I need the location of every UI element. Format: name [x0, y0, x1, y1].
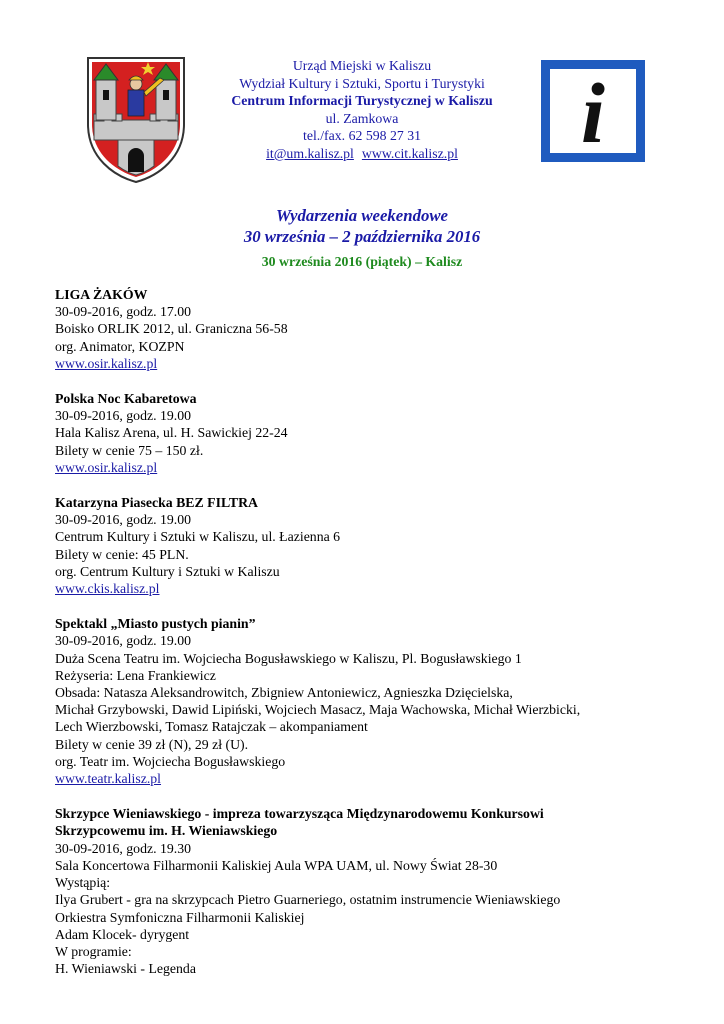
- event-item: [55, 615, 695, 787]
- event-item: [55, 286, 695, 372]
- event-link[interactable]: www.osir.kalisz.pl: [55, 355, 158, 371]
- kalisz-coat-of-arms: [84, 54, 188, 184]
- tourist-info-icon: [541, 60, 645, 162]
- event-title: Katarzyna Piasecka BEZ FILTRA: [55, 495, 259, 511]
- info-glyph: i: [581, 65, 605, 161]
- event-venue: Boisko ORLIK 2012, ul. Graniczna 56-58: [55, 321, 288, 337]
- event-performer: Adam Klocek- dyrygent: [55, 926, 190, 942]
- event-link[interactable]: www.ckis.kalisz.pl: [55, 581, 160, 597]
- email-link[interactable]: it@um.kalisz.pl: [266, 145, 354, 161]
- page-title-line1: Wydarzenia weekendowe: [276, 206, 448, 225]
- event-organizer: org. Centrum Kultury i Sztuki w Kaliszu: [55, 563, 280, 579]
- event-item: [55, 805, 695, 977]
- event-cast: Michał Grzybowski, Dawid Lipiński, Wojciech Masacz, Maja Wachowska, Michał Wierzbicki,: [55, 702, 581, 718]
- event-title: Spektakl „Miasto pustych pianin”: [55, 616, 256, 632]
- event-venue: Hala Kalisz Arena, ul. H. Sawickiej 22-24: [55, 425, 288, 441]
- event-datetime: 30-09-2016, godz. 19.00: [55, 633, 192, 649]
- event-cast: Lech Wierzbowski, Tomasz Ratajczak – akompaniament: [55, 719, 368, 735]
- event-performers-label: Wystąpią:: [55, 875, 111, 891]
- event-item: [55, 494, 695, 597]
- event-performer: Ilya Grubert - gra na skrzypcach Pietro Guarneriego, ostatnim instrumencie Wieniawskiego: [55, 892, 561, 908]
- event-program-label: W programie:: [55, 943, 132, 959]
- event-title: LIGA ŻAKÓW: [55, 287, 148, 302]
- page-title-line2: 30 września – 2 października 2016: [243, 227, 481, 246]
- event-venue: Duża Scena Teatru im. Wojciecha Bogusławskiego w Kaliszu, Pl. Bogusławskiego 1: [55, 650, 522, 666]
- event-title: Skrzypce Wieniawskiego - impreza towarzysząca Międzynarodowemu Konkursowi: [55, 806, 544, 822]
- header-phone: tel./fax. 62 598 27 31: [302, 128, 422, 144]
- event-organizer: org. Teatr im. Wojciecha Bogusławskiego: [55, 753, 286, 769]
- event-link[interactable]: www.osir.kalisz.pl: [55, 459, 158, 475]
- event-price: Bilety w cenie 39 zł (N), 29 zł (U).: [55, 736, 249, 752]
- day-header: 30 września 2016 (piątek) – Kalisz: [261, 254, 463, 269]
- event-organizer: org. Animator, KOZPN: [55, 338, 185, 354]
- event-program-item: H. Wieniawski - Legenda: [55, 961, 196, 977]
- event-datetime: 30-09-2016, godz. 19.00: [55, 408, 192, 424]
- header-center-name: Centrum Informacji Turystycznej w Kaliszu: [231, 93, 493, 109]
- header-office: Urząd Miejski w Kaliszu: [292, 58, 432, 73]
- event-datetime: 30-09-2016, godz. 17.00: [55, 304, 192, 320]
- event-price: Bilety w cenie 75 – 150 zł.: [55, 442, 204, 458]
- event-datetime: 30-09-2016, godz. 19.30: [55, 840, 192, 856]
- event-venue: Sala Koncertowa Filharmonii Kaliskiej Aula WPA UAM, ul. Nowy Świat 28-30: [55, 857, 498, 873]
- event-venue: Centrum Kultury i Sztuki w Kaliszu, ul. Łazienna 6: [55, 529, 341, 545]
- header-street: ul. Zamkowa: [325, 110, 399, 126]
- event-price: Bilety w cenie: 45 PLN.: [55, 546, 189, 562]
- event-title: Polska Noc Kabaretowa: [55, 391, 197, 407]
- event-link[interactable]: www.teatr.kalisz.pl: [55, 771, 162, 787]
- events-list: [55, 286, 695, 995]
- header-contact-block: [200, 57, 524, 163]
- header-department: Wydział Kultury i Sztuki, Sportu i Turystyki: [239, 75, 485, 91]
- header-links: [200, 145, 524, 163]
- event-performer: Orkiestra Symfoniczna Filharmonii Kaliskiej: [55, 909, 305, 925]
- website-link[interactable]: www.cit.kalisz.pl: [361, 145, 458, 161]
- event-director: Reżyseria: Lena Frankiewicz: [55, 667, 216, 683]
- event-cast: Obsada: Natasza Aleksandrowitch, Zbigniew Antoniewicz, Agnieszka Dzięcielska,: [55, 685, 513, 701]
- event-title-continued: Skrzypcowemu im. H. Wieniawskiego: [55, 823, 278, 839]
- event-item: [55, 390, 695, 476]
- event-datetime: 30-09-2016, godz. 19.00: [55, 512, 192, 528]
